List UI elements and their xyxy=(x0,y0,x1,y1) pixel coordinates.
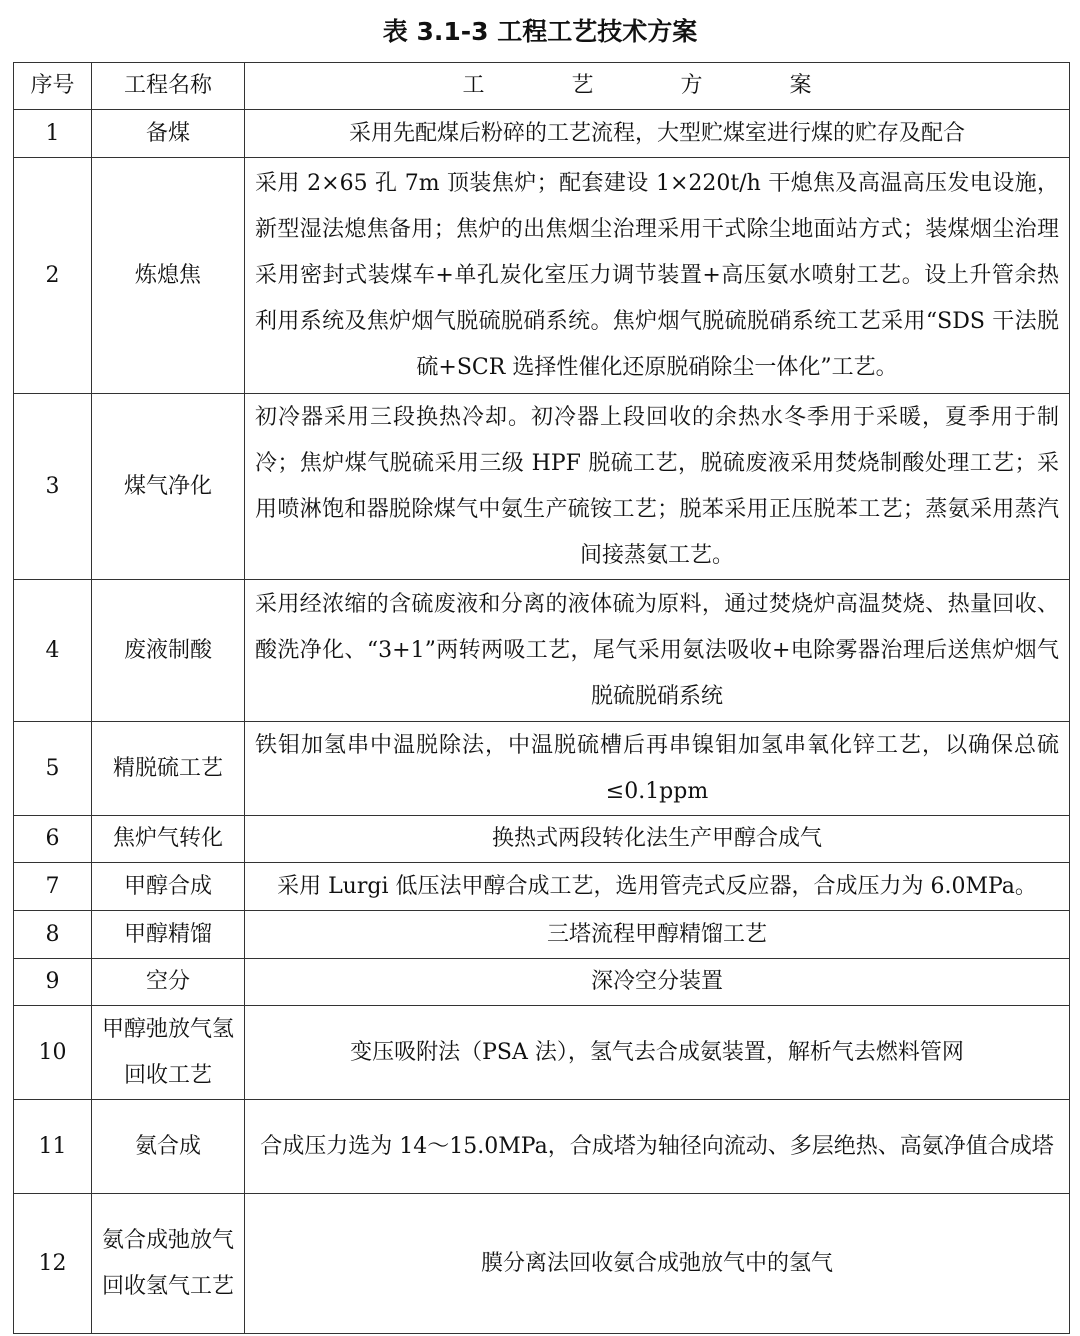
row-no: 4 xyxy=(14,580,92,722)
row-no: 1 xyxy=(14,110,92,158)
table-header-row xyxy=(14,63,1070,110)
row-name: 炼熄焦 xyxy=(92,158,245,394)
row-scheme: 采用经浓缩的含硫废液和分离的液体硫为原料，通过焚烧炉高温焚烧、热量回收、酸洗净化、“3+1”两转两吸工艺，尾气采用氨法吸收+电除雾器治理后送焦炉烟气脱硫脱硝系统 xyxy=(245,580,1070,722)
table-row xyxy=(14,110,1070,158)
row-name: 氨合成弛放气回收氢气工艺 xyxy=(92,1194,245,1334)
row-no: 7 xyxy=(14,863,92,911)
row-scheme: 膜分离法回收氨合成弛放气中的氢气 xyxy=(245,1194,1070,1334)
row-scheme: 初冷器采用三段换热冷却。初冷器上段回收的余热水冬季用于采暖，夏季用于制冷；焦炉煤气脱硫采用三级 HPF 脱硫工艺，脱硫废液采用焚烧制酸处理工艺；采用喷淋饱和器脱除煤气中氨生产硫铵工艺；脱苯采用正压脱苯工艺；蒸氨采用蒸汽间接蒸氨工艺。 xyxy=(245,394,1070,580)
table-row xyxy=(14,1194,1070,1334)
header-name: 工程名称 xyxy=(92,63,245,110)
table-row xyxy=(14,1100,1070,1194)
row-name: 精脱硫工艺 xyxy=(92,722,245,816)
row-name: 焦炉气转化 xyxy=(92,816,245,863)
table-row xyxy=(14,1006,1070,1100)
row-no: 10 xyxy=(14,1006,92,1100)
row-scheme: 变压吸附法（PSA 法），氢气去合成氨装置，解析气去燃料管网 xyxy=(245,1006,1070,1100)
row-scheme: 深冷空分装置 xyxy=(245,959,1070,1006)
row-name: 废液制酸 xyxy=(92,580,245,722)
row-no: 12 xyxy=(14,1194,92,1334)
row-name: 煤气净化 xyxy=(92,394,245,580)
row-name: 氨合成 xyxy=(92,1100,245,1194)
row-name: 备煤 xyxy=(92,110,245,158)
table-row xyxy=(14,816,1070,863)
table-row xyxy=(14,863,1070,911)
header-no: 序号 xyxy=(14,63,92,110)
row-name: 甲醇精馏 xyxy=(92,911,245,959)
process-table xyxy=(13,62,1070,1334)
table-row xyxy=(14,158,1070,394)
row-no: 3 xyxy=(14,394,92,580)
table-title: 表 3.1-3 工程工艺技术方案 xyxy=(382,17,698,46)
row-no: 6 xyxy=(14,816,92,863)
row-scheme: 采用 Lurgi 低压法甲醇合成工艺，选用管壳式反应器，合成压力为 6.0MPa。 xyxy=(245,863,1070,911)
row-scheme: 采用先配煤后粉碎的工艺流程，大型贮煤室进行煤的贮存及配合 xyxy=(245,110,1070,158)
table-row xyxy=(14,394,1070,580)
row-scheme: 合成压力选为 14～15.0MPa，合成塔为轴径向流动、多层绝热、高氨净值合成塔 xyxy=(245,1100,1070,1194)
table-row xyxy=(14,580,1070,722)
row-scheme: 铁钼加氢串中温脱除法，中温脱硫槽后再串镍钼加氢串氧化锌工艺，以确保总硫≤0.1ppm xyxy=(245,722,1070,816)
row-no: 8 xyxy=(14,911,92,959)
table-row xyxy=(14,722,1070,816)
row-name: 甲醇弛放气氢回收工艺 xyxy=(92,1006,245,1100)
table-row xyxy=(14,959,1070,1006)
header-scheme: 工 艺 方 案 xyxy=(245,63,1070,110)
row-no: 5 xyxy=(14,722,92,816)
row-scheme: 采用 2×65 孔 7m 顶装焦炉；配套建设 1×220t/h 干熄焦及高温高压发电设施，新型湿法熄焦备用；焦炉的出焦烟尘治理采用干式除尘地面站方式；装煤烟尘治理采用密封式装煤车+单孔炭化室压力调节装置+高压氨水喷射工艺。设上升管余热利用系统及焦炉烟气脱硫脱硝系统。焦炉烟气脱硫脱硝系统工艺采用“SDS 干法脱硫+SCR 选择性催化还原脱硝除尘一体化”工艺。 xyxy=(245,158,1070,394)
row-scheme: 换热式两段转化法生产甲醇合成气 xyxy=(245,816,1070,863)
row-name: 空分 xyxy=(92,959,245,1006)
row-no: 2 xyxy=(14,158,92,394)
row-no: 9 xyxy=(14,959,92,1006)
row-no: 11 xyxy=(14,1100,92,1194)
row-name: 甲醇合成 xyxy=(92,863,245,911)
table-row xyxy=(14,911,1070,959)
row-scheme: 三塔流程甲醇精馏工艺 xyxy=(245,911,1070,959)
